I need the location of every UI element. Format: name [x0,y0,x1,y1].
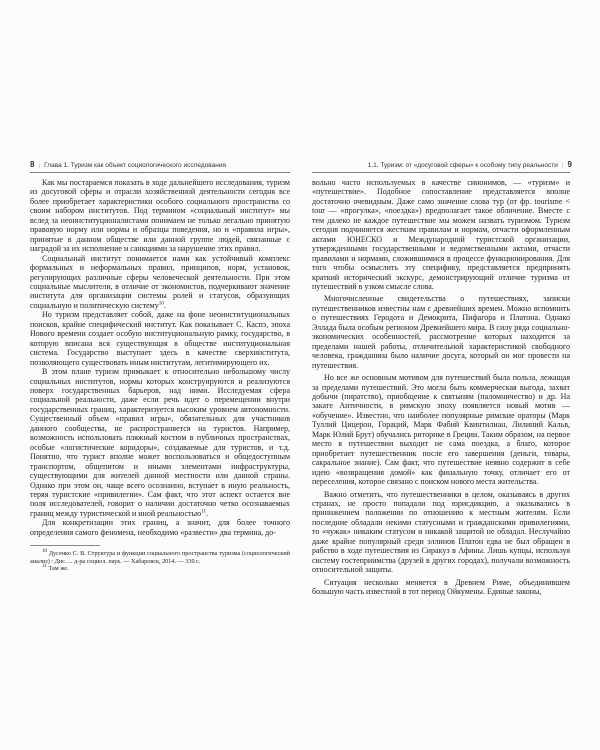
header-divider: | [561,162,564,169]
paragraph: Многочисленные свидетельства о путешествиях, записки путешественников известны нам с древнейших времен. Можно вспомнить о путешествиях Геродота и Демокрита, Пифагора и Платона. Однако Эллада была особым регионом Древнейшего мира. В силу ряда социально-экономических особенностей, рассмотрение которых находится за пределами нашей работы, отличительной характеристикой свободного человека, гражданина было наличие досуга, который он мог провести на путешествия. [312,294,570,370]
left-header-title: Глава 1. Туризм как объект социологического исследования [44,162,226,169]
left-page-number: 8 [30,160,35,169]
footnote-ref: 11 [201,509,206,515]
left-page-body [30,178,290,573]
footnote: $^{10}$ Дусенко С. В. Структура и функции социального пространства туризма (социологический анализ) : Дис. ... д-ра социол. наук. — Хабаровск, 2014. — 330 с. [30,549,290,565]
right-header-rule [312,172,570,173]
header-divider: | [38,162,41,169]
footnote: $^{11}$ Там же. [42,564,69,573]
right-page-number: 9 [567,160,572,169]
right-header-title: 1.1. Туризм: от «досуговой сферы» к особому типу реальности [367,162,558,169]
footnote-rule [30,545,100,546]
paragraph: Как мы постараемся показать в ходе дальнейшего исследования, туризм из досуговой сферы и отрасли хозяйственной деятельности сегодня все более приобретает характеристики особого социального пространства со своим набором институтов. Под термином «социальный институт» мы вслед за неоинституционалистами понимаем не только легально принятую правовую норму или нормы и образцы поведения, но и «правила игры», принятые в данном обществе или данной группе людей, связанные с наградой за их исполнение и санкциями за нарушение этих правил. [30,178,290,254]
paragraph: Но туризм представляет собой, даже на фоне неоинституциональных поисков, крайне специфический институт. Как показывает С. Каспэ, эпоха Нового времени создает особую институциональную рамку, государство, в которую вписана вся существующая в обществе институциональная система. Государство выступает здесь в качестве сверхинститута, позволяющего существовать иным институтам, легитимирующего их. [30,310,290,367]
left-header-rule [30,172,290,173]
paragraph: Важно отметить, что путешественники в целом, оказываясь в других странах, не просто попадали под юрисдикцию, а оказывались в принижением положении по отношению к местным жителям. Если последние обладали некими статусными и гражданскими привилегиями, то «чужак» никаким статусом и никакой защитой не обладал. Неслучайно даже крайне популярный среди эллинов Платон едва не был обращен в рабство в ходе путешествия из Сиракуз в Афины. Лишь купцы, используя систему гостеприимства (друзей в других городах), получали возможность относительной защиты. [312,489,570,575]
paragraph: Для конкретизации этих границ, а значит, для более точного определения самого феномена, необходимо «развести» два термина, до- [30,518,290,537]
paragraph: Ситуация несколько меняется в Древнем Риме, объединившем большую часть известной в тот период Ойкумены. Единые законы, [312,577,570,597]
right-page-body [312,178,570,596]
right-running-header [310,159,572,171]
footnote-ref: 10 [158,301,164,307]
paragraph: Социальный институт понимается нами как устойчивый комплекс формальных и неформальных правил, принципов, норм, установок, регулирующих различные сферы человеческой деятельности. При этом социальные мыслители, в отличие от экономистов, подчеркивают значение института для организации системы ролей и статусов, образующих социальную и политическую систему$^{10}$. [30,253,290,310]
left-running-header [30,159,300,171]
paragraph: В этом плане туризм примыкает к относительно небольшому числу социальных институтов, нормы которых конструируются и реализуются поверх государственных барьеров, над ними. Исследуемая сфера социальной реальности, даже если речь идет о перемещении внутри государственных границ, характеризуется высоким уровнем автономности. Существенный объем «правил игры», обязательных для участников данного сообщества, не распространяется на туристов. Например, возможность использовать пляжный костюм в публичных пространствах, особые «логистические коридоры», создаваемые для туристов, и т.д. Понятно, что турист вполне может воспользоваться и общедоступным транспортом, общепитом и иными элементами инфраструктуры, существующими для жителей данной местности или данной страны. Однако при этом он, чаще всего осознанно, вступает в иную реальность, теряя туристские «привилегии». Сам факт, что этот аспект остается вне поля исследователей, говорит о наличии достаточно четко осознаваемых границ между туристической и иной реальностью$^{11}$. [30,367,290,518]
paragraph: вольно часто используемых в качестве синонимов, — «туризм» и «путешествие». Подобное сопоставление представляется вполне достаточно очевидным. Даже само значение слова тур (от фр. tourisme < tour — «прогулка», «поездка») предполагает такое обличение. Вместе с тем далеко не каждое путешествие мы можем назвать туризмом. Туризм сегодня подчиняется жестким правилам и нормам, отчасти оформленным актами ЮНЕСКО и Международной туристской организации, утвержденными государственными и ведомственными актами, отчасти правилами и нормами, сложившимися в процессе функционирования. Для того чтобы осмыслить эту специфику, представляется предпринять краткий исторический экскурс, демонстрирующий отличие туризма от путешествий в узком смысле слова. [312,178,570,291]
paragraph: Но все же основным мотивом для путешествий была польза, лежащая за пределами путешествий. Это могла быть коммерческая выгода, захват добычи (пиратство), приобщение к святыням (паломничество) и др. На закате Античности, в римскую эпоху появляется новый мотив — «обучение». Известно, что наиболее популярные римские ораторы (Марк Туллий Цицерон, Гораций, Марк Фабий Квинтилиан, Лилиний Кальв, Марк Юлий Брут) обучались риторике в Греции. Таким образом, на первое место в путешествии выходит не сама поездка, а благо, которое приобретает путешественник после его завершения (деньги, товары, сакральное знание). Сам факт, что путешествие неявно содержит в себе идею «возвращения домой» как финальную точку, отличает его от переселения, которое связано с поиском нового места жительства. [312,373,570,487]
